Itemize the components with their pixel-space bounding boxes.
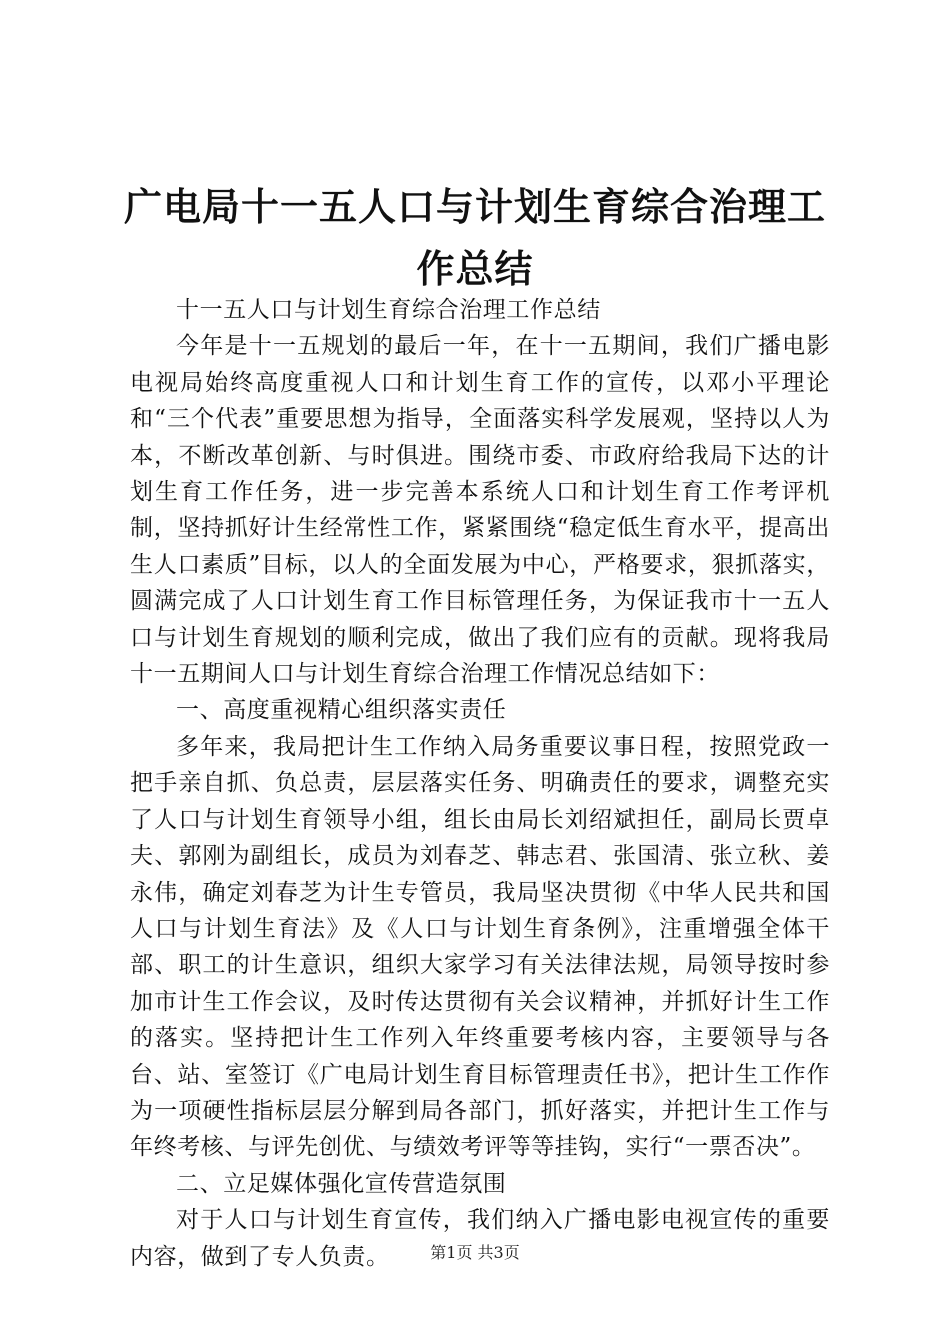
document-body [130,292,830,1275]
page-number-footer: 第1页 共3页 [430,1243,520,1262]
subtitle-paragraph: 十一五人口与计划生育综合治理工作总结 [176,297,601,323]
section-2-paragraph: 对于人口与计划生育宣传，我们纳入广播电影电视宣传的重要内容，做到了专人负责。 [130,1207,830,1270]
section-1-paragraph: 多年来，我局把计生工作纳入局务重要议事日程，按照党政一把手亲自抓、负总责，层层落实任务、明确责任的要求，调整充实了人口与计划生育领导小组，组长由局长刘绍斌担任，副局长贾卓夫、郭刚为副组长，成员为刘春芝、韩志君、张国清、张立秋、姜永伟，确定刘春芝为计生专管员，我局坚决贯彻《中华人民共和国人口与计划生育法》及《人口与计划生育条例》，注重增强全体干部、职工的计生意识，组织大家学习有关法律法规，局领导按时参加市计生工作会议，及时传达贯彻有关会议精神，并抓好计生工作的落实。坚持把计生工作列入年终重要考核内容，主要领导与各台、站、室签订《广电局计划生育目标管理责任书》，把计生工作作为一项硬性指标层层分解到局各部门，抓好落实，并把计生工作与年终考核、与评先创优、与绩效考评等等挂钩，实行“一票否决”。 [130,733,830,1161]
section-heading-2: 二、立足媒体强化宣传营造氛围 [176,1170,507,1197]
section-heading-1: 一、高度重视精心组织落实责任 [176,697,507,724]
document-title: 广电局十一五人口与计划生育综合治理工作总结 [123,184,826,291]
intro-paragraph: 今年是十一五规划的最后一年，在十一五期间，我们广播电影电视局始终高度重视人口和计划生育工作的宣传，以邓小平理论和“三个代表”重要思想为指导，全面落实科学发展观，坚持以人为本，不断改革创新、与时俱进。围绕市委、市政府给我局下达的计划生育工作任务，进一步完善本系统人口和计划生育工作考评机制，坚持抓好计生经常性工作，紧紧围绕“稳定低生育水平，提高出生人口素质”目标，以人的全面发展为中心，严格要求，狠抓落实，圆满完成了人口计划生育工作目标管理任务，为保证我市十一五人口与计划生育规划的顺利完成，做出了我们应有的贡献。现将我局十一五期间人口与计划生育综合治理工作情况总结如下： [130,333,830,688]
